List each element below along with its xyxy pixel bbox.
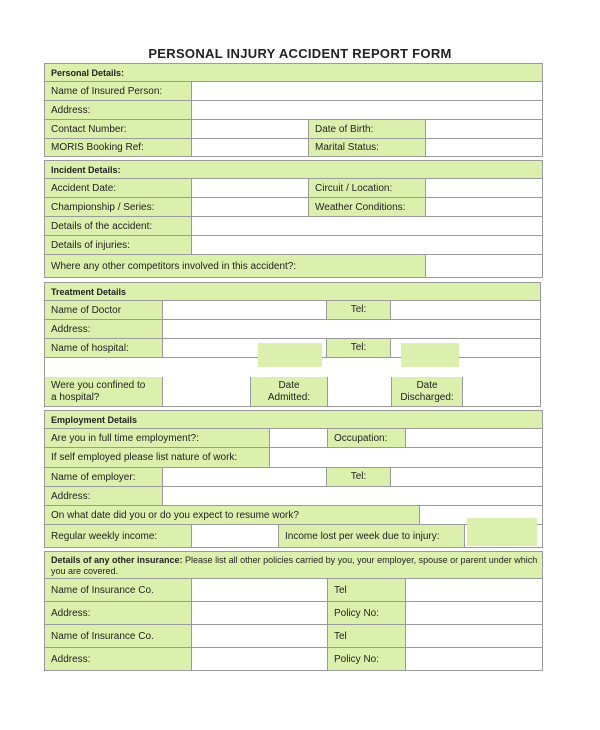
moris-label: MORIS Booking Ref: (45, 139, 192, 156)
competitors-field[interactable] (426, 255, 542, 277)
resume-label: On what date did you or do you expect to resume work? (45, 506, 420, 525)
policy-2-field[interactable] (406, 648, 542, 670)
personal-details-section (44, 63, 543, 157)
insurance-tel-2-label: Tel (328, 625, 406, 648)
treatment-address-field[interactable] (163, 320, 540, 339)
section-header: Incident Details: (45, 161, 542, 179)
doctor-label: Name of Doctor (45, 301, 163, 320)
income-lost-highlight (467, 518, 537, 546)
section-header (45, 552, 542, 579)
employer-tel-field[interactable] (391, 468, 542, 487)
championship-label: Championship / Series: (45, 198, 192, 217)
accident-details-label: Details of the accident: (45, 217, 192, 236)
section-header: Employment Details (45, 411, 542, 429)
hospital-tel-label: Tel: (327, 339, 391, 358)
weather-label: Weather Conditions: (309, 198, 426, 217)
employment-address-label: Address: (45, 487, 163, 506)
treatment-details-section (44, 282, 541, 407)
insurance-tel-2-field[interactable] (406, 625, 542, 648)
income-label: Regular weekly income: (45, 525, 192, 547)
employer-field[interactable] (163, 468, 327, 487)
circuit-field[interactable] (426, 179, 542, 198)
accident-date-field[interactable] (192, 179, 309, 198)
treatment-address-label: Address: (45, 320, 163, 339)
moris-field[interactable] (192, 139, 309, 156)
contact-field[interactable] (192, 120, 309, 139)
hospital-tel-highlight (401, 343, 459, 367)
policy-1-label: Policy No: (328, 602, 406, 625)
occupation-label: Occupation: (328, 429, 406, 448)
incident-details-section (44, 160, 543, 278)
insurance-co-2-field[interactable] (192, 625, 328, 648)
insurance-address-2-label: Address: (45, 648, 192, 670)
confined-label: Were you confined to a hospital? (45, 377, 163, 406)
employer-tel-label: Tel: (327, 468, 391, 487)
occupation-field[interactable] (406, 429, 542, 448)
income-field[interactable] (192, 525, 279, 547)
doctor-field[interactable] (163, 301, 327, 320)
insurance-address-1-field[interactable] (192, 602, 328, 625)
address-field[interactable] (192, 101, 542, 120)
self-employed-field[interactable] (270, 448, 542, 468)
insurance-header-bold: Details of any other insurance: (51, 555, 183, 565)
fulltime-field[interactable] (270, 429, 328, 448)
hospital-label: Name of hospital: (45, 339, 163, 358)
circuit-label: Circuit / Location: (309, 179, 426, 198)
dob-field[interactable] (426, 120, 542, 139)
marital-label: Marital Status: (309, 139, 426, 156)
weather-field[interactable] (426, 198, 542, 217)
section-header: Treatment Details (45, 283, 540, 301)
section-header: Personal Details: (45, 64, 542, 82)
championship-field[interactable] (192, 198, 309, 217)
address-label: Address: (45, 101, 192, 120)
insurance-co-2-label: Name of Insurance Co. (45, 625, 192, 648)
contact-label: Contact Number: (45, 120, 192, 139)
fulltime-label: Are you in full time employment?: (45, 429, 270, 448)
insurance-address-2-field[interactable] (192, 648, 328, 670)
insurance-header-text: Please list all other policies carried by you, your employer, spouse or parent under which you are covered. (51, 555, 538, 576)
insurance-co-1-field[interactable] (192, 579, 328, 602)
employer-label: Name of employer: (45, 468, 163, 487)
doctor-tel-field[interactable] (391, 301, 540, 320)
hospital-name-highlight (258, 343, 322, 367)
income-lost-label: Income lost per week due to injury: (279, 525, 465, 547)
admitted-label: Date Admitted: (251, 377, 328, 406)
name-label: Name of Insured Person: (45, 82, 192, 101)
policy-2-label: Policy No: (328, 648, 406, 670)
employment-address-field[interactable] (163, 487, 542, 506)
insurance-co-1-label: Name of Insurance Co. (45, 579, 192, 602)
doctor-tel-label: Tel: (327, 301, 391, 320)
competitors-label: Where any other competitors involved in this accident?: (45, 255, 426, 277)
injuries-label: Details of injuries: (45, 236, 192, 255)
accident-details-field[interactable] (192, 217, 542, 236)
form-title: PERSONAL INJURY ACCIDENT REPORT FORM (148, 46, 452, 61)
dob-label: Date of Birth: (309, 120, 426, 139)
insurance-details-section (44, 551, 543, 671)
policy-1-field[interactable] (406, 602, 542, 625)
discharged-field[interactable] (463, 377, 540, 406)
accident-date-label: Accident Date: (45, 179, 192, 198)
self-employed-label: If self employed please list nature of work: (45, 448, 270, 468)
name-field[interactable] (192, 82, 542, 101)
marital-field[interactable] (426, 139, 542, 156)
confined-field[interactable] (163, 377, 251, 406)
discharged-label: Date Discharged: (392, 377, 463, 406)
admitted-field[interactable] (328, 377, 392, 406)
employment-details-section (44, 410, 543, 548)
insurance-tel-1-label: Tel (328, 579, 406, 602)
injuries-field[interactable] (192, 236, 542, 255)
insurance-address-1-label: Address: (45, 602, 192, 625)
insurance-tel-1-field[interactable] (406, 579, 542, 602)
